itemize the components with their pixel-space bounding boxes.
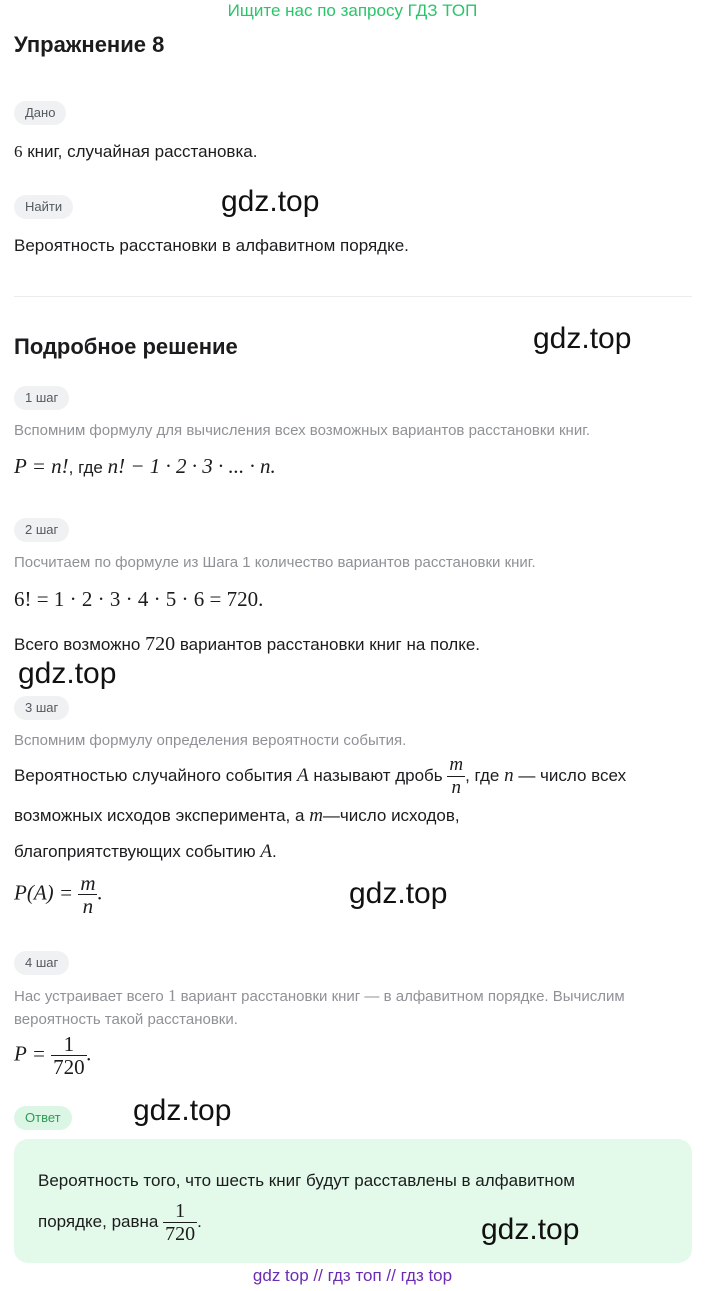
answer-label: Ответ [14,1106,72,1130]
fraction-denominator: n [447,776,465,799]
step-3-formula [14,872,103,917]
step-2-text-b: вариантов расстановки книг на полке. [175,635,481,654]
step-4-label: 4 шаг [14,951,69,975]
watermark: gdz.top [133,1094,232,1127]
search-banner: Ищите нас по запросу ГДЗ ТОП [227,1,478,20]
step-3-line-3 [14,841,277,863]
watermark: gdz.top [481,1213,580,1246]
step-3-var-a2: A [260,841,272,862]
step-3-line-1-d: — число всех [513,766,627,785]
step-1-formula-a: P = n! [14,454,69,478]
step-3-line-2-b: —число исходов, [322,806,460,825]
step-2-hint: Посчитаем по формуле из Шага 1 количество вариантов расстановки книг. [14,554,536,571]
answer-end: . [197,1212,202,1231]
step-4-hint-b: вариант расстановки книг — в алфавитном порядке. Вычислим [176,988,625,1005]
step-2-formula: 6! = 1 · 2 · 3 · 4 · 5 · 6 = 720. [14,587,264,611]
answer-line-2 [38,1196,202,1248]
step-1-formula-mid: , где [68,458,108,477]
step-1-formula-b: n! − 1 · 2 · 3 · ... · n. [107,454,276,478]
step-3-line-3-b: . [271,842,277,861]
solution-title: Подробное решение [14,334,238,359]
step-3-label: 3 шаг [14,696,69,720]
fraction-numerator: m [80,871,96,895]
step-2-text-a: Всего возможно [14,635,146,654]
step-3-formula-fraction [78,872,97,917]
given-text [14,141,257,163]
answer-line-1: Вероятность того, что шесть книг будут расставлены в алфавитном [38,1171,575,1190]
fraction-denominator: n [78,894,97,917]
step-3-line-1 [14,753,626,799]
step-3-line-2 [14,805,460,827]
footer-links[interactable]: gdz top // гдз топ // гдз top [252,1266,453,1285]
watermark: gdz.top [221,185,320,218]
given-number: 6 [14,142,23,161]
given-label: Дано [14,101,66,125]
step-3-formula-end: . [97,880,103,905]
step-3-line-3-a: благоприятствующих событию [14,842,261,861]
step-4-hint-num: 1 [167,986,177,1005]
step-4-hint-line-1 [14,986,625,1007]
fraction-numerator: m [449,754,464,776]
step-1-label: 1 шаг [14,386,69,410]
step-2-text-num: 720 [145,633,176,655]
step-4-formula-fraction [51,1033,87,1078]
fraction-numerator: 1 [175,1200,186,1223]
find-text: Вероятность расстановки в алфавитном порядке. [14,236,409,255]
step-3-line-1-b: называют дробь [308,766,448,785]
step-4-formula [14,1033,92,1078]
watermark: gdz.top [349,877,448,910]
step-2-label: 2 шаг [14,518,69,542]
step-3-line-1-a: Вероятностью случайного события [14,766,298,785]
step-4-formula-lhs: P = [14,1041,52,1066]
step-3-line-2-a: возможных исходов эксперимента, а [14,806,310,825]
fraction-numerator: 1 [63,1032,75,1056]
step-4-formula-end: . [86,1041,92,1066]
step-3-var-a: A [297,765,309,786]
find-label: Найти [14,195,73,219]
watermark: gdz.top [533,322,632,355]
step-1-hint: Вспомним формулу для вычисления всех возможных вариантов расстановки книг. [14,422,591,439]
step-3-hint: Вспомним формулу определения вероятности события. [14,732,407,749]
watermark: gdz.top [18,657,117,690]
step-4-hint-a: Нас устраивает всего [14,988,168,1005]
answer-fraction [163,1200,197,1245]
page-title: Упражнение 8 [14,32,165,57]
step-1-formula [14,453,276,481]
step-4-hint-line-2: вероятность такой расстановки. [14,1011,238,1028]
answer-line-2-text: порядке, равна [38,1212,164,1231]
given-description: книг, случайная расстановка. [22,142,258,161]
step-3-var-n: n [504,765,514,786]
step-3-inline-fraction [447,754,465,799]
fraction-denominator: 720 [53,1055,85,1079]
fraction-denominator: 720 [165,1223,196,1246]
section-divider [14,296,692,297]
step-3-formula-lhs: P(A) = [14,880,79,905]
step-3-line-1-c: , где [465,766,505,785]
step-2-text [14,633,480,656]
step-3-var-m: m [309,805,323,826]
